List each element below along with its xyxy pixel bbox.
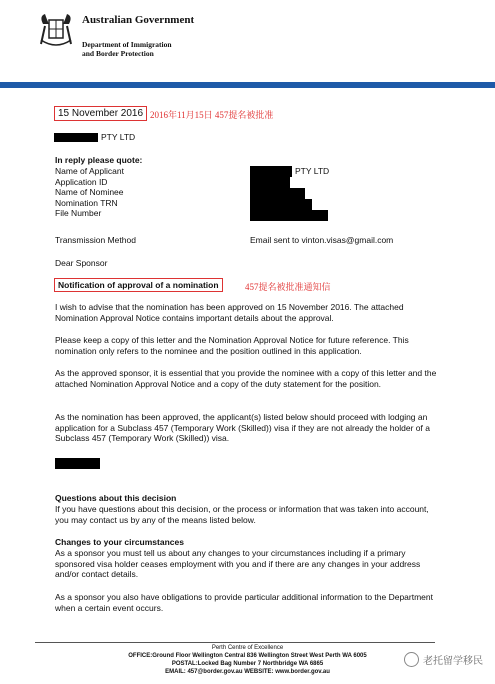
footer-postal: POSTAL:Locked Bag Number 7 Northbridge WA 6865 xyxy=(171,661,324,667)
paragraph-2: Please keep a copy of this letter and the Nomination Approval Notice for future reference. This nomination only refers to the nominee and the position outlined in this application. xyxy=(55,335,409,356)
reference-fields xyxy=(55,166,124,219)
changes-text-1: As a sponsor you must tell us about any changes to your circumstances including if a primary sponsored visa holder ceases employment with you and if there are any changes in your address and/or contact details. xyxy=(55,548,421,579)
field-label: Nomination TRN xyxy=(55,197,118,208)
department-line-2: and Border Protection xyxy=(82,49,154,58)
applicant-suffix: PTY LTD xyxy=(295,166,330,176)
notification-annotation: 457提名被批准通知信 xyxy=(245,282,331,292)
changes-text-2: As a sponsor you also have obligations to provide particular additional information to the Department when a certain event occurs. xyxy=(55,592,433,613)
header-rule xyxy=(0,82,495,88)
salutation: Dear Sponsor xyxy=(55,258,108,268)
redaction-applicant-list xyxy=(55,458,100,469)
paragraph-1: I wish to advise that the nomination has been approved on 15 November 2016. The attached Nomination Approval Notice contains important details about the approval. xyxy=(55,302,404,323)
department-line-1: Department of Immigration xyxy=(82,40,172,49)
letter-date: 15 November 2016 xyxy=(54,106,147,121)
notification-title: Notification of approval of a nomination xyxy=(54,278,223,292)
footer-line-1: Perth Centre of Excellence xyxy=(211,645,284,651)
redaction-application-id xyxy=(250,177,290,188)
reply-heading: In reply please quote: xyxy=(55,155,143,165)
department-name xyxy=(82,40,172,58)
redaction-applicant xyxy=(250,166,292,177)
redaction-company xyxy=(54,133,98,142)
questions-heading: Questions about this decision xyxy=(55,493,177,503)
company-suffix: PTY LTD xyxy=(101,132,136,142)
footer-office: OFFICE:Ground Floor Wellington Central 836 Wellington Street West Perth WA 6005 xyxy=(128,653,367,659)
field-label: File Number xyxy=(55,208,102,218)
redaction-file-number xyxy=(250,210,328,221)
changes-heading: Changes to your circumstances xyxy=(55,537,184,547)
paragraph-4: As the nomination has been approved, the applicant(s) listed below should proceed with lodging an application for a Subclass 457 (Temporary Work (Skilled)) visa if they are not already the holder of a Subclass 457 (Temporary Work (Skilled)) visa. xyxy=(55,412,430,443)
watermark-text: 老托留学移民 xyxy=(423,656,483,667)
transmission-label: Transmission Method xyxy=(55,235,136,245)
footer-contact: EMAIL: 457@border.gov.au WEBSITE: www.border.gov.au xyxy=(165,669,330,675)
watermark xyxy=(404,652,483,667)
paragraph-3: As the approved sponsor, it is essential that you provide the nominee with a copy of this letter and the attached Nomination Approval Notice and a copy of the duty statement for the position. xyxy=(55,368,437,389)
redaction-trn xyxy=(250,199,312,210)
redaction-nominee xyxy=(250,188,305,199)
date-annotation: 2016年11月15日 457提名被批准 xyxy=(150,110,274,120)
field-label: Name of Applicant xyxy=(55,166,124,176)
field-label: Application ID xyxy=(55,176,108,187)
questions-text: If you have questions about this decision, or the process or information that was taken into account, you may contact us by any of the means listed below. xyxy=(55,504,429,525)
field-label: Name of Nominee xyxy=(55,187,124,197)
coat-of-arms-icon xyxy=(35,10,77,52)
transmission-value: Email sent to vinton.visas@gmail.com xyxy=(250,235,394,245)
wechat-icon xyxy=(404,652,419,667)
footer-rule xyxy=(35,642,435,643)
government-name: Australian Government xyxy=(82,14,195,26)
